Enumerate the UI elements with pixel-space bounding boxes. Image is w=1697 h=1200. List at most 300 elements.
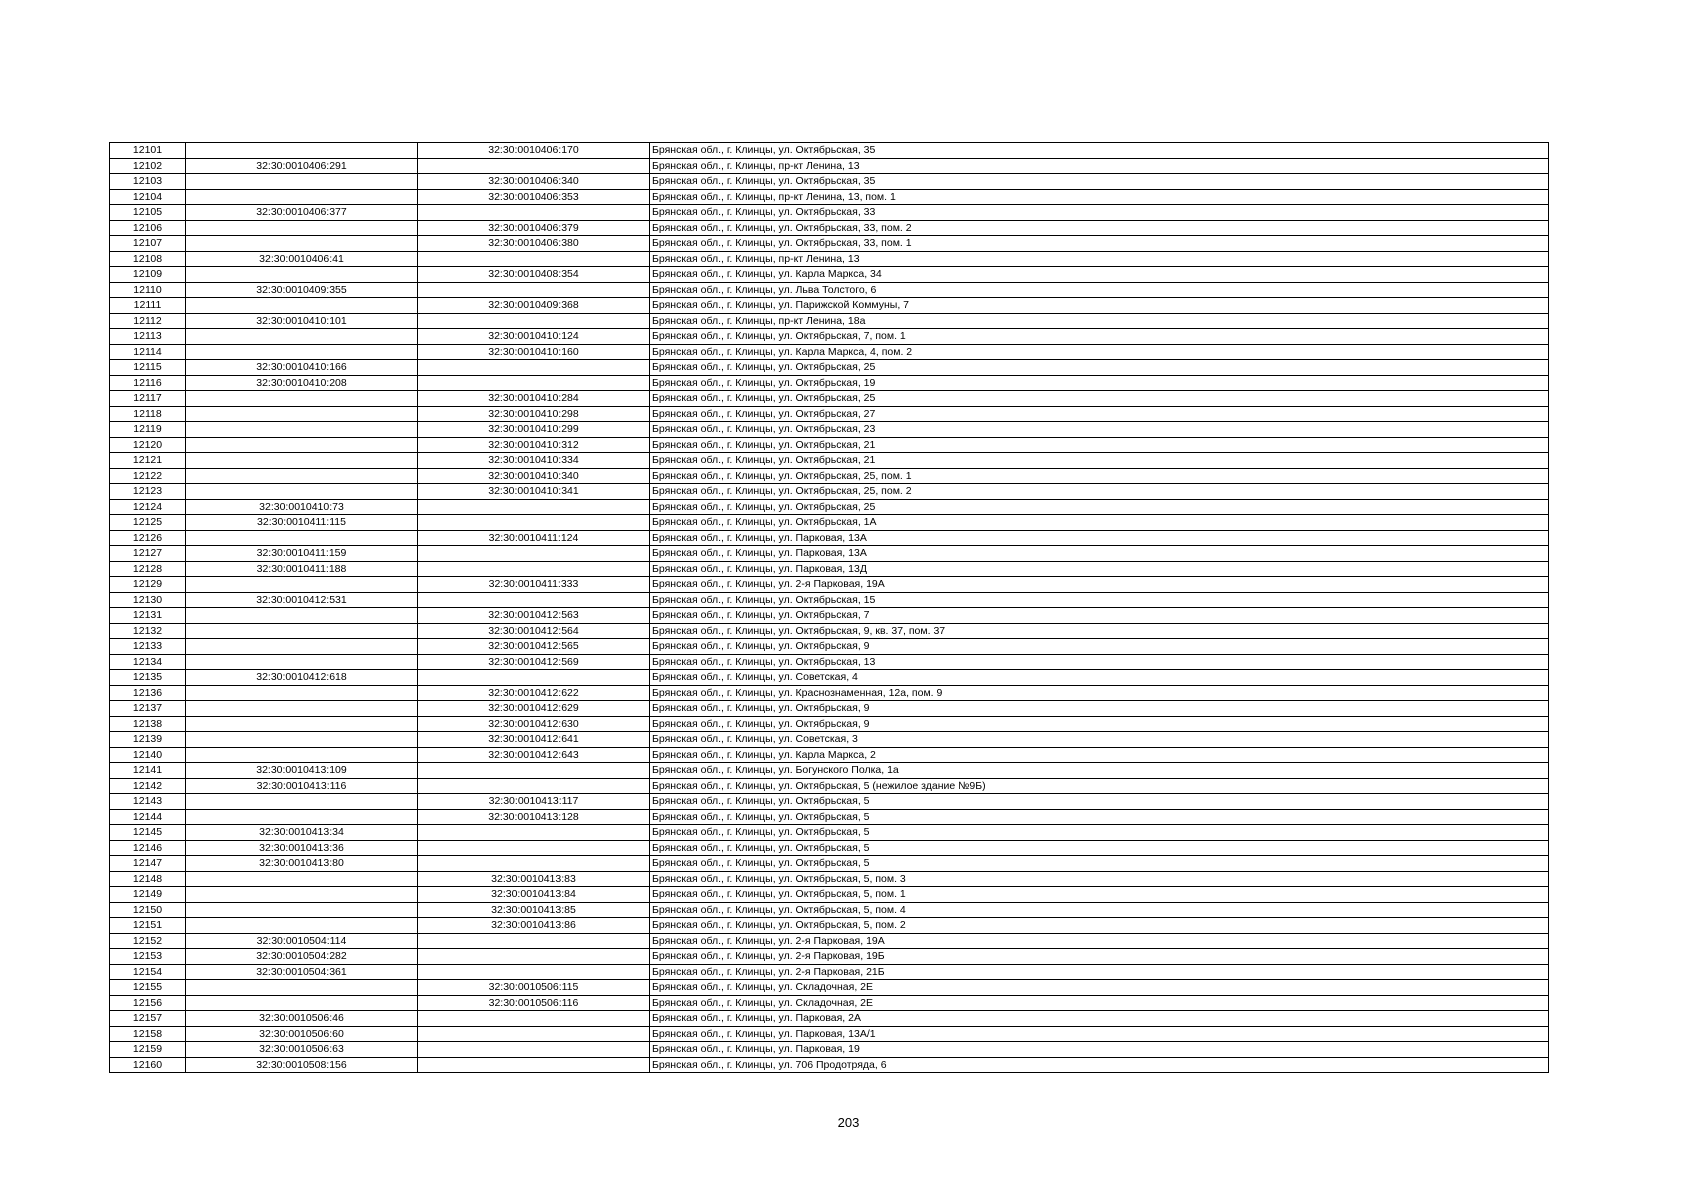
address-cell: Брянская обл., г. Клинцы, пр-кт Ленина, 13, пом. 1 — [650, 189, 1549, 205]
land-cadastral-number-cell — [186, 530, 418, 546]
cadastral-table — [109, 142, 1549, 1073]
table-row — [110, 391, 1549, 407]
table-row — [110, 143, 1549, 159]
table-row — [110, 1026, 1549, 1042]
address-cell: Брянская обл., г. Клинцы, пр-кт Ленина, 13 — [650, 158, 1549, 174]
table-row — [110, 871, 1549, 887]
table-row — [110, 825, 1549, 841]
building-cadastral-number-cell — [418, 1011, 650, 1027]
table-row — [110, 484, 1549, 500]
address-cell: Брянская обл., г. Клинцы, ул. Октябрьская, 25 — [650, 499, 1549, 515]
row-number-cell: 12140 — [110, 747, 186, 763]
address-cell: Брянская обл., г. Клинцы, ул. 2-я Парковая, 19А — [650, 933, 1549, 949]
row-number-cell: 12132 — [110, 623, 186, 639]
building-cadastral-number-cell — [418, 515, 650, 531]
table-row — [110, 577, 1549, 593]
land-cadastral-number-cell — [186, 701, 418, 717]
building-cadastral-number-cell — [418, 1042, 650, 1058]
building-cadastral-number-cell — [418, 670, 650, 686]
land-cadastral-number-cell: 32:30:0010504:114 — [186, 933, 418, 949]
row-number-cell: 12120 — [110, 437, 186, 453]
address-cell: Брянская обл., г. Клинцы, пр-кт Ленина, 13 — [650, 251, 1549, 267]
land-cadastral-number-cell: 32:30:0010411:115 — [186, 515, 418, 531]
row-number-cell: 12114 — [110, 344, 186, 360]
land-cadastral-number-cell — [186, 577, 418, 593]
building-cadastral-number-cell — [418, 1057, 650, 1073]
table-row — [110, 546, 1549, 562]
building-cadastral-number-cell: 32:30:0010410:160 — [418, 344, 650, 360]
land-cadastral-number-cell — [186, 484, 418, 500]
land-cadastral-number-cell: 32:30:0010504:282 — [186, 949, 418, 965]
building-cadastral-number-cell: 32:30:0010413:117 — [418, 794, 650, 810]
address-cell: Брянская обл., г. Клинцы, ул. Октябрьская, 5, пом. 1 — [650, 887, 1549, 903]
address-cell: Брянская обл., г. Клинцы, ул. Складочная, 2Е — [650, 980, 1549, 996]
row-number-cell: 12130 — [110, 592, 186, 608]
land-cadastral-number-cell: 32:30:0010411:159 — [186, 546, 418, 562]
address-cell: Брянская обл., г. Клинцы, ул. Октябрьская, 5 — [650, 856, 1549, 872]
address-cell: Брянская обл., г. Клинцы, пр-кт Ленина, 18а — [650, 313, 1549, 329]
row-number-cell: 12107 — [110, 236, 186, 252]
address-cell: Брянская обл., г. Клинцы, ул. Октябрьская, 9 — [650, 701, 1549, 717]
row-number-cell: 12153 — [110, 949, 186, 965]
land-cadastral-number-cell: 32:30:0010413:36 — [186, 840, 418, 856]
address-cell: Брянская обл., г. Клинцы, ул. Парковая, 19 — [650, 1042, 1549, 1058]
land-cadastral-number-cell: 32:30:0010409:355 — [186, 282, 418, 298]
land-cadastral-number-cell — [186, 267, 418, 283]
building-cadastral-number-cell — [418, 546, 650, 562]
building-cadastral-number-cell: 32:30:0010406:340 — [418, 174, 650, 190]
land-cadastral-number-cell — [186, 747, 418, 763]
address-cell: Брянская обл., г. Клинцы, ул. 2-я Парковая, 21Б — [650, 964, 1549, 980]
row-number-cell: 12105 — [110, 205, 186, 221]
row-number-cell: 12156 — [110, 995, 186, 1011]
row-number-cell: 12139 — [110, 732, 186, 748]
building-cadastral-number-cell: 32:30:0010406:170 — [418, 143, 650, 159]
table-row — [110, 437, 1549, 453]
building-cadastral-number-cell: 32:30:0010412:629 — [418, 701, 650, 717]
row-number-cell: 12102 — [110, 158, 186, 174]
row-number-cell: 12150 — [110, 902, 186, 918]
table-row — [110, 515, 1549, 531]
table-row — [110, 701, 1549, 717]
building-cadastral-number-cell — [418, 1026, 650, 1042]
row-number-cell: 12118 — [110, 406, 186, 422]
building-cadastral-number-cell — [418, 375, 650, 391]
land-cadastral-number-cell: 32:30:0010412:618 — [186, 670, 418, 686]
address-cell: Брянская обл., г. Клинцы, ул. Октябрьская, 5, пом. 4 — [650, 902, 1549, 918]
building-cadastral-number-cell — [418, 282, 650, 298]
table-row — [110, 561, 1549, 577]
building-cadastral-number-cell — [418, 778, 650, 794]
building-cadastral-number-cell: 32:30:0010412:641 — [418, 732, 650, 748]
table-row — [110, 220, 1549, 236]
building-cadastral-number-cell: 32:30:0010409:368 — [418, 298, 650, 314]
building-cadastral-number-cell — [418, 360, 650, 376]
address-cell: Брянская обл., г. Клинцы, ул. Парковая, 13А — [650, 546, 1549, 562]
row-number-cell: 12145 — [110, 825, 186, 841]
row-number-cell: 12135 — [110, 670, 186, 686]
building-cadastral-number-cell: 32:30:0010410:299 — [418, 422, 650, 438]
land-cadastral-number-cell — [186, 344, 418, 360]
table-row — [110, 251, 1549, 267]
table-row — [110, 995, 1549, 1011]
address-cell: Брянская обл., г. Клинцы, ул. Октябрьская, 9 — [650, 716, 1549, 732]
address-cell: Брянская обл., г. Клинцы, ул. Богунского Полка, 1а — [650, 763, 1549, 779]
land-cadastral-number-cell — [186, 220, 418, 236]
table-row — [110, 1042, 1549, 1058]
table-row — [110, 344, 1549, 360]
address-cell: Брянская обл., г. Клинцы, ул. Октябрьская, 9 — [650, 639, 1549, 655]
land-cadastral-number-cell — [186, 453, 418, 469]
table-row — [110, 670, 1549, 686]
table-row — [110, 313, 1549, 329]
row-number-cell: 12138 — [110, 716, 186, 732]
land-cadastral-number-cell — [186, 639, 418, 655]
row-number-cell: 12112 — [110, 313, 186, 329]
row-number-cell: 12103 — [110, 174, 186, 190]
address-cell: Брянская обл., г. Клинцы, ул. Октябрьская, 25, пом. 1 — [650, 468, 1549, 484]
table-row — [110, 158, 1549, 174]
land-cadastral-number-cell: 32:30:0010504:361 — [186, 964, 418, 980]
table-row — [110, 949, 1549, 965]
land-cadastral-number-cell — [186, 236, 418, 252]
building-cadastral-number-cell: 32:30:0010413:86 — [418, 918, 650, 934]
table-row — [110, 623, 1549, 639]
building-cadastral-number-cell: 32:30:0010406:379 — [418, 220, 650, 236]
row-number-cell: 12126 — [110, 530, 186, 546]
building-cadastral-number-cell: 32:30:0010506:115 — [418, 980, 650, 996]
row-number-cell: 12134 — [110, 654, 186, 670]
table-row — [110, 778, 1549, 794]
building-cadastral-number-cell: 32:30:0010410:298 — [418, 406, 650, 422]
table-row — [110, 282, 1549, 298]
building-cadastral-number-cell — [418, 592, 650, 608]
table-row — [110, 918, 1549, 934]
page-number: 203 — [837, 1115, 860, 1130]
row-number-cell: 12104 — [110, 189, 186, 205]
table-row — [110, 933, 1549, 949]
row-number-cell: 12136 — [110, 685, 186, 701]
address-cell: Брянская обл., г. Клинцы, ул. Октябрьская, 9, кв. 37, пом. 37 — [650, 623, 1549, 639]
address-cell: Брянская обл., г. Клинцы, ул. Льва Толстого, 6 — [650, 282, 1549, 298]
land-cadastral-number-cell — [186, 887, 418, 903]
land-cadastral-number-cell — [186, 918, 418, 934]
land-cadastral-number-cell — [186, 189, 418, 205]
row-number-cell: 12131 — [110, 608, 186, 624]
land-cadastral-number-cell — [186, 623, 418, 639]
building-cadastral-number-cell — [418, 856, 650, 872]
land-cadastral-number-cell: 32:30:0010506:46 — [186, 1011, 418, 1027]
land-cadastral-number-cell: 32:30:0010410:166 — [186, 360, 418, 376]
land-cadastral-number-cell — [186, 437, 418, 453]
building-cadastral-number-cell: 32:30:0010410:341 — [418, 484, 650, 500]
building-cadastral-number-cell: 32:30:0010412:565 — [418, 639, 650, 655]
address-cell: Брянская обл., г. Клинцы, ул. Складочная, 2Е — [650, 995, 1549, 1011]
building-cadastral-number-cell: 32:30:0010408:354 — [418, 267, 650, 283]
building-cadastral-number-cell — [418, 158, 650, 174]
address-cell: Брянская обл., г. Клинцы, ул. Октябрьская, 33, пом. 2 — [650, 220, 1549, 236]
row-number-cell: 12111 — [110, 298, 186, 314]
building-cadastral-number-cell — [418, 763, 650, 779]
building-cadastral-number-cell: 32:30:0010413:128 — [418, 809, 650, 825]
table-row — [110, 1057, 1549, 1073]
building-cadastral-number-cell — [418, 964, 650, 980]
row-number-cell: 12129 — [110, 577, 186, 593]
table-row — [110, 887, 1549, 903]
table-row — [110, 1011, 1549, 1027]
land-cadastral-number-cell: 32:30:0010406:41 — [186, 251, 418, 267]
table-row — [110, 856, 1549, 872]
table-row — [110, 174, 1549, 190]
address-cell: Брянская обл., г. Клинцы, ул. Октябрьская, 25 — [650, 391, 1549, 407]
address-cell: Брянская обл., г. Клинцы, ул. Октябрьская, 23 — [650, 422, 1549, 438]
land-cadastral-number-cell — [186, 174, 418, 190]
row-number-cell: 12106 — [110, 220, 186, 236]
table-row — [110, 654, 1549, 670]
address-cell: Брянская обл., г. Клинцы, ул. Парковая, 13А/1 — [650, 1026, 1549, 1042]
table-row — [110, 794, 1549, 810]
table-row — [110, 360, 1549, 376]
land-cadastral-number-cell — [186, 422, 418, 438]
land-cadastral-number-cell — [186, 995, 418, 1011]
building-cadastral-number-cell: 32:30:0010406:380 — [418, 236, 650, 252]
building-cadastral-number-cell — [418, 840, 650, 856]
land-cadastral-number-cell — [186, 654, 418, 670]
table-row — [110, 298, 1549, 314]
table-row — [110, 639, 1549, 655]
row-number-cell: 12147 — [110, 856, 186, 872]
building-cadastral-number-cell — [418, 933, 650, 949]
table-row — [110, 608, 1549, 624]
land-cadastral-number-cell: 32:30:0010410:101 — [186, 313, 418, 329]
land-cadastral-number-cell — [186, 794, 418, 810]
row-number-cell: 12133 — [110, 639, 186, 655]
table-row — [110, 592, 1549, 608]
building-cadastral-number-cell — [418, 949, 650, 965]
address-cell: Брянская обл., г. Клинцы, ул. Октябрьская, 33, пом. 1 — [650, 236, 1549, 252]
row-number-cell: 12154 — [110, 964, 186, 980]
land-cadastral-number-cell — [186, 732, 418, 748]
address-cell: Брянская обл., г. Клинцы, ул. Парковая, 13А — [650, 530, 1549, 546]
building-cadastral-number-cell: 32:30:0010406:353 — [418, 189, 650, 205]
table-row — [110, 964, 1549, 980]
land-cadastral-number-cell — [186, 298, 418, 314]
address-cell: Брянская обл., г. Клинцы, ул. Октябрьская, 25 — [650, 360, 1549, 376]
land-cadastral-number-cell — [186, 468, 418, 484]
land-cadastral-number-cell — [186, 902, 418, 918]
row-number-cell: 12160 — [110, 1057, 186, 1073]
address-cell: Брянская обл., г. Клинцы, ул. Октябрьская, 35 — [650, 174, 1549, 190]
building-cadastral-number-cell: 32:30:0010411:124 — [418, 530, 650, 546]
row-number-cell: 12122 — [110, 468, 186, 484]
row-number-cell: 12116 — [110, 375, 186, 391]
address-cell: Брянская обл., г. Клинцы, ул. 2-я Парковая, 19Б — [650, 949, 1549, 965]
address-cell: Брянская обл., г. Клинцы, ул. Октябрьская, 7 — [650, 608, 1549, 624]
row-number-cell: 12149 — [110, 887, 186, 903]
land-cadastral-number-cell — [186, 143, 418, 159]
land-cadastral-number-cell: 32:30:0010413:34 — [186, 825, 418, 841]
building-cadastral-number-cell: 32:30:0010411:333 — [418, 577, 650, 593]
table-row — [110, 189, 1549, 205]
address-cell: Брянская обл., г. Клинцы, ул. Октябрьская, 19 — [650, 375, 1549, 391]
address-cell: Брянская обл., г. Клинцы, ул. Советская, 3 — [650, 732, 1549, 748]
row-number-cell: 12143 — [110, 794, 186, 810]
row-number-cell: 12113 — [110, 329, 186, 345]
address-cell: Брянская обл., г. Клинцы, ул. Октябрьская, 21 — [650, 453, 1549, 469]
address-cell: Брянская обл., г. Клинцы, ул. Октябрьская, 25, пом. 2 — [650, 484, 1549, 500]
row-number-cell: 12117 — [110, 391, 186, 407]
table-row — [110, 453, 1549, 469]
row-number-cell: 12155 — [110, 980, 186, 996]
table-row — [110, 840, 1549, 856]
table-row — [110, 236, 1549, 252]
row-number-cell: 12152 — [110, 933, 186, 949]
table-row — [110, 422, 1549, 438]
address-cell: Брянская обл., г. Клинцы, ул. Октябрьская, 5 — [650, 825, 1549, 841]
row-number-cell: 12141 — [110, 763, 186, 779]
table-row — [110, 685, 1549, 701]
address-cell: Брянская обл., г. Клинцы, ул. Краснознаменная, 12а, пом. 9 — [650, 685, 1549, 701]
row-number-cell: 12159 — [110, 1042, 186, 1058]
address-cell: Брянская обл., г. Клинцы, ул. Карла Маркса, 34 — [650, 267, 1549, 283]
row-number-cell: 12128 — [110, 561, 186, 577]
table-row — [110, 902, 1549, 918]
row-number-cell: 12101 — [110, 143, 186, 159]
building-cadastral-number-cell: 32:30:0010413:84 — [418, 887, 650, 903]
address-cell: Брянская обл., г. Клинцы, ул. Октябрьская, 1А — [650, 515, 1549, 531]
address-cell: Брянская обл., г. Клинцы, ул. Октябрьская, 7, пом. 1 — [650, 329, 1549, 345]
building-cadastral-number-cell: 32:30:0010412:563 — [418, 608, 650, 624]
building-cadastral-number-cell: 32:30:0010410:124 — [418, 329, 650, 345]
row-number-cell: 12142 — [110, 778, 186, 794]
land-cadastral-number-cell — [186, 406, 418, 422]
building-cadastral-number-cell: 32:30:0010412:569 — [418, 654, 650, 670]
land-cadastral-number-cell — [186, 329, 418, 345]
table-row — [110, 267, 1549, 283]
land-cadastral-number-cell: 32:30:0010406:377 — [186, 205, 418, 221]
building-cadastral-number-cell: 32:30:0010410:340 — [418, 468, 650, 484]
row-number-cell: 12115 — [110, 360, 186, 376]
row-number-cell: 12151 — [110, 918, 186, 934]
address-cell: Брянская обл., г. Клинцы, ул. Октябрьская, 5, пом. 3 — [650, 871, 1549, 887]
address-cell: Брянская обл., г. Клинцы, ул. Октябрьская, 5 — [650, 794, 1549, 810]
address-cell: Брянская обл., г. Клинцы, ул. Карла Маркса, 4, пом. 2 — [650, 344, 1549, 360]
table-row — [110, 809, 1549, 825]
address-cell: Брянская обл., г. Клинцы, ул. Советская, 4 — [650, 670, 1549, 686]
row-number-cell: 12137 — [110, 701, 186, 717]
land-cadastral-number-cell — [186, 685, 418, 701]
land-cadastral-number-cell — [186, 608, 418, 624]
land-cadastral-number-cell: 32:30:0010508:156 — [186, 1057, 418, 1073]
address-cell: Брянская обл., г. Клинцы, ул. Парижской Коммуны, 7 — [650, 298, 1549, 314]
building-cadastral-number-cell: 32:30:0010413:85 — [418, 902, 650, 918]
address-cell: Брянская обл., г. Клинцы, ул. Парковая, 2А — [650, 1011, 1549, 1027]
land-cadastral-number-cell: 32:30:0010413:80 — [186, 856, 418, 872]
building-cadastral-number-cell: 32:30:0010412:622 — [418, 685, 650, 701]
land-cadastral-number-cell — [186, 716, 418, 732]
land-cadastral-number-cell — [186, 809, 418, 825]
row-number-cell: 12119 — [110, 422, 186, 438]
row-number-cell: 12125 — [110, 515, 186, 531]
address-cell: Брянская обл., г. Клинцы, ул. Октябрьская, 21 — [650, 437, 1549, 453]
row-number-cell: 12157 — [110, 1011, 186, 1027]
building-cadastral-number-cell — [418, 825, 650, 841]
table-row — [110, 205, 1549, 221]
row-number-cell: 12109 — [110, 267, 186, 283]
table-row — [110, 375, 1549, 391]
address-cell: Брянская обл., г. Клинцы, ул. Октябрьская, 5 — [650, 809, 1549, 825]
address-cell: Брянская обл., г. Клинцы, ул. Октябрьская, 5, пом. 2 — [650, 918, 1549, 934]
land-cadastral-number-cell: 32:30:0010410:208 — [186, 375, 418, 391]
building-cadastral-number-cell: 32:30:0010412:564 — [418, 623, 650, 639]
table-row — [110, 763, 1549, 779]
building-cadastral-number-cell: 32:30:0010413:83 — [418, 871, 650, 887]
land-cadastral-number-cell: 32:30:0010412:531 — [186, 592, 418, 608]
building-cadastral-number-cell — [418, 313, 650, 329]
table-row — [110, 329, 1549, 345]
row-number-cell: 12146 — [110, 840, 186, 856]
table-row — [110, 980, 1549, 996]
land-cadastral-number-cell: 32:30:0010406:291 — [186, 158, 418, 174]
row-number-cell: 12158 — [110, 1026, 186, 1042]
land-cadastral-number-cell: 32:30:0010411:188 — [186, 561, 418, 577]
address-cell: Брянская обл., г. Клинцы, ул. Парковая, 13Д — [650, 561, 1549, 577]
building-cadastral-number-cell: 32:30:0010410:334 — [418, 453, 650, 469]
table-row — [110, 716, 1549, 732]
table-row — [110, 406, 1549, 422]
row-number-cell: 12148 — [110, 871, 186, 887]
address-cell: Брянская обл., г. Клинцы, ул. Октябрьская, 5 (нежилое здание №9Б) — [650, 778, 1549, 794]
land-cadastral-number-cell: 32:30:0010413:116 — [186, 778, 418, 794]
address-cell: Брянская обл., г. Клинцы, ул. Октябрьская, 27 — [650, 406, 1549, 422]
row-number-cell: 12121 — [110, 453, 186, 469]
building-cadastral-number-cell — [418, 205, 650, 221]
address-cell: Брянская обл., г. Клинцы, ул. Октябрьская, 5 — [650, 840, 1549, 856]
building-cadastral-number-cell — [418, 499, 650, 515]
address-cell: Брянская обл., г. Клинцы, ул. Октябрьская, 15 — [650, 592, 1549, 608]
table-row — [110, 732, 1549, 748]
table-row — [110, 747, 1549, 763]
table-row — [110, 468, 1549, 484]
table-row — [110, 499, 1549, 515]
land-cadastral-number-cell: 32:30:0010413:109 — [186, 763, 418, 779]
building-cadastral-number-cell: 32:30:0010410:312 — [418, 437, 650, 453]
address-cell: Брянская обл., г. Клинцы, ул. Октябрьская, 35 — [650, 143, 1549, 159]
land-cadastral-number-cell: 32:30:0010506:60 — [186, 1026, 418, 1042]
row-number-cell: 12108 — [110, 251, 186, 267]
row-number-cell: 12127 — [110, 546, 186, 562]
address-cell: Брянская обл., г. Клинцы, ул. Карла Маркса, 2 — [650, 747, 1549, 763]
row-number-cell: 12110 — [110, 282, 186, 298]
address-cell: Брянская обл., г. Клинцы, ул. 2-я Парковая, 19А — [650, 577, 1549, 593]
building-cadastral-number-cell: 32:30:0010506:116 — [418, 995, 650, 1011]
row-number-cell: 12144 — [110, 809, 186, 825]
land-cadastral-number-cell — [186, 980, 418, 996]
address-cell: Брянская обл., г. Клинцы, ул. Октябрьская, 13 — [650, 654, 1549, 670]
row-number-cell: 12124 — [110, 499, 186, 515]
building-cadastral-number-cell: 32:30:0010412:643 — [418, 747, 650, 763]
building-cadastral-number-cell: 32:30:0010412:630 — [418, 716, 650, 732]
land-cadastral-number-cell — [186, 871, 418, 887]
table-body — [110, 143, 1549, 1073]
address-cell: Брянская обл., г. Клинцы, ул. 706 Продотряда, 6 — [650, 1057, 1549, 1073]
address-cell: Брянская обл., г. Клинцы, ул. Октябрьская, 33 — [650, 205, 1549, 221]
land-cadastral-number-cell — [186, 391, 418, 407]
building-cadastral-number-cell — [418, 561, 650, 577]
table-row — [110, 530, 1549, 546]
building-cadastral-number-cell: 32:30:0010410:284 — [418, 391, 650, 407]
land-cadastral-number-cell: 32:30:0010506:63 — [186, 1042, 418, 1058]
